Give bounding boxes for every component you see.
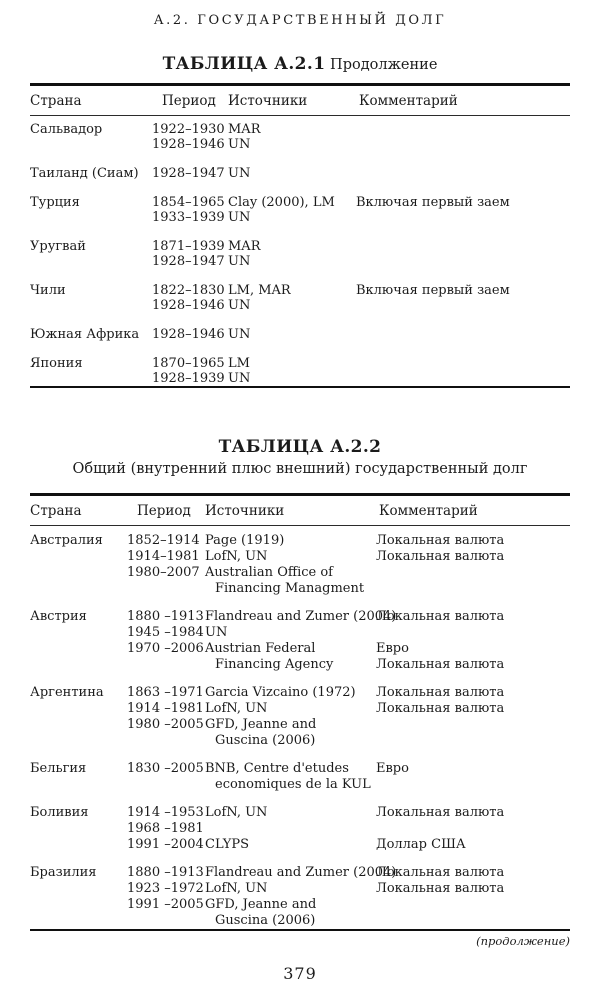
comment-cell bbox=[376, 533, 570, 549]
comment-cell bbox=[376, 865, 570, 881]
source-line: LofN, UN bbox=[205, 549, 268, 564]
source-line: MAR bbox=[228, 122, 261, 137]
table-row bbox=[30, 685, 570, 701]
source-line: UN bbox=[228, 210, 251, 225]
country-cell bbox=[30, 565, 127, 597]
country-group bbox=[30, 327, 570, 342]
comment-cell bbox=[356, 254, 570, 269]
comment-line: Локальная валюта bbox=[376, 533, 505, 548]
comment-cell bbox=[356, 210, 570, 225]
table-title-suffix: Продолжение bbox=[325, 57, 438, 73]
comment-cell bbox=[376, 609, 570, 625]
period-cell: 1871–1939 bbox=[152, 239, 225, 254]
source-cell bbox=[205, 821, 376, 837]
table-row bbox=[30, 565, 570, 597]
period-cell: 1945 –1984 bbox=[127, 625, 204, 640]
country-cell: Чили bbox=[30, 283, 66, 298]
source-line: LofN, UN bbox=[205, 805, 268, 820]
period-cell: 1830 –2005 bbox=[127, 761, 204, 776]
table-row bbox=[30, 881, 570, 897]
source-cell bbox=[205, 897, 376, 929]
table-title-bold: ТАБЛИЦА А.2.2 bbox=[218, 437, 382, 457]
table-row bbox=[30, 210, 570, 225]
table-row bbox=[30, 625, 570, 641]
source-cell bbox=[205, 625, 376, 641]
column-header-country: Страна bbox=[30, 503, 82, 519]
country-cell: Таиланд (Сиам) bbox=[30, 166, 139, 181]
source-cell bbox=[205, 685, 376, 701]
source-line: GFD, Jeanne and bbox=[205, 717, 317, 732]
country-group bbox=[30, 283, 570, 313]
comment-cell bbox=[356, 239, 570, 254]
period-cell: 1928–1946 bbox=[152, 327, 225, 342]
period-cell: 1852–1914 bbox=[127, 533, 200, 548]
country-cell: Боливия bbox=[30, 805, 89, 820]
comment-cell bbox=[356, 195, 570, 210]
table-row bbox=[30, 761, 570, 793]
source-line: LofN, UN bbox=[205, 701, 268, 716]
comment-cell bbox=[356, 356, 570, 371]
country-group bbox=[30, 609, 570, 673]
period-cell: 1968 –1981 bbox=[127, 821, 204, 836]
table-title-bold: ТАБЛИЦА А.2.1 bbox=[162, 54, 326, 74]
comment-cell bbox=[376, 641, 570, 673]
source-line: CLYPS bbox=[205, 837, 249, 852]
comment-cell bbox=[376, 881, 570, 897]
country-cell: Австрия bbox=[30, 609, 87, 624]
source-line: BNB, Centre d'etudes bbox=[205, 761, 349, 776]
comment-line: Доллар США bbox=[376, 837, 466, 852]
source-line: UN bbox=[228, 137, 251, 152]
source-cell bbox=[228, 356, 356, 371]
period-cell: 1928–1946 bbox=[152, 137, 225, 152]
source-cell bbox=[228, 254, 356, 269]
country-cell bbox=[30, 897, 127, 929]
period-cell: 1980 –2005 bbox=[127, 717, 204, 732]
country-cell bbox=[30, 549, 127, 565]
column-header-sources: Источники bbox=[205, 503, 285, 519]
country-group bbox=[30, 195, 570, 225]
comment-line: Локальная валюта bbox=[376, 609, 505, 624]
country-cell bbox=[30, 371, 152, 386]
continuation-note: (продолжение) bbox=[476, 934, 570, 948]
table-body bbox=[30, 526, 570, 929]
source-cell bbox=[228, 283, 356, 298]
table-title bbox=[0, 53, 600, 76]
period-cell: 1991 –2005 bbox=[127, 897, 204, 912]
country-group bbox=[30, 356, 570, 386]
source-line: Guscina (2006) bbox=[215, 913, 316, 928]
source-cell bbox=[205, 549, 376, 565]
column-header-comment: Комментарий bbox=[379, 503, 478, 519]
table-row bbox=[30, 254, 570, 269]
column-header-period: Период bbox=[137, 503, 191, 519]
country-cell bbox=[30, 821, 127, 837]
column-header-row bbox=[30, 496, 570, 525]
comment-line: Евро bbox=[376, 761, 409, 776]
country-cell: Бразилия bbox=[30, 865, 97, 880]
table-bottom-rule bbox=[30, 386, 570, 388]
period-cell: 1863 –1971 bbox=[127, 685, 204, 700]
source-cell bbox=[228, 298, 356, 313]
table-subtitle: Общий (внутренний плюс внешний) государственный долг bbox=[72, 461, 528, 477]
table-row bbox=[30, 137, 570, 152]
comment-cell bbox=[376, 837, 570, 853]
period-cell: 1854–1965 bbox=[152, 195, 225, 210]
comment-line: Евро bbox=[376, 641, 409, 656]
source-line: UN bbox=[228, 371, 251, 386]
table-title bbox=[0, 436, 600, 458]
comment-cell bbox=[376, 821, 570, 837]
country-group bbox=[30, 122, 570, 152]
table-row bbox=[30, 805, 570, 821]
source-line: Financing Agency bbox=[215, 657, 334, 672]
country-cell bbox=[30, 837, 127, 853]
country-group bbox=[30, 166, 570, 181]
source-cell bbox=[228, 122, 356, 137]
source-line: Flandreau and Zumer (2004) bbox=[205, 609, 397, 624]
source-line: LM, MAR bbox=[228, 283, 291, 298]
country-cell bbox=[30, 701, 127, 717]
comment-cell bbox=[376, 549, 570, 565]
table-row bbox=[30, 122, 570, 137]
comment-line: Локальная валюта bbox=[376, 865, 505, 880]
comment-line: Включая первый заем bbox=[356, 283, 510, 298]
period-cell: 1928–1947 bbox=[152, 166, 225, 181]
period-cell: 1928–1947 bbox=[152, 254, 225, 269]
column-header-country: Страна bbox=[30, 93, 82, 109]
period-cell: 1980–2007 bbox=[127, 565, 200, 580]
tables-container bbox=[0, 53, 600, 931]
source-line: Clay (2000), LM bbox=[228, 195, 335, 210]
source-cell bbox=[228, 371, 356, 386]
source-line: UN bbox=[205, 625, 228, 640]
country-cell bbox=[30, 298, 152, 313]
comment-line: Локальная валюта bbox=[376, 701, 505, 716]
table-row bbox=[30, 298, 570, 313]
source-cell bbox=[228, 239, 356, 254]
comment-cell bbox=[356, 283, 570, 298]
comment-line: Локальная валюта bbox=[376, 549, 505, 564]
source-line: UN bbox=[228, 254, 251, 269]
table bbox=[30, 493, 570, 931]
source-cell bbox=[205, 533, 376, 549]
comment-line: Включая первый заем bbox=[356, 195, 510, 210]
period-cell: 1880 –1913 bbox=[127, 609, 204, 624]
country-group bbox=[30, 865, 570, 929]
source-line: LofN, UN bbox=[205, 881, 268, 896]
comment-cell bbox=[356, 327, 570, 342]
comment-cell bbox=[376, 701, 570, 717]
comment-line: Локальная валюта bbox=[376, 805, 505, 820]
source-cell bbox=[205, 865, 397, 881]
source-cell bbox=[205, 805, 376, 821]
comment-cell bbox=[356, 298, 570, 313]
source-line: UN bbox=[228, 166, 251, 181]
table-row bbox=[30, 837, 570, 853]
table-row bbox=[30, 641, 570, 673]
table-row bbox=[30, 356, 570, 371]
table-row bbox=[30, 239, 570, 254]
country-cell bbox=[30, 137, 152, 152]
table-row bbox=[30, 533, 570, 549]
source-line: Financing Managment bbox=[215, 581, 365, 596]
comment-cell bbox=[376, 805, 570, 821]
period-cell: 1928–1946 bbox=[152, 298, 225, 313]
period-cell: 1870–1965 bbox=[152, 356, 225, 371]
source-cell bbox=[228, 166, 356, 181]
period-cell: 1914–1981 bbox=[127, 549, 200, 564]
comment-line: Локальная валюта bbox=[376, 685, 505, 700]
country-group bbox=[30, 805, 570, 853]
table-row bbox=[30, 701, 570, 717]
country-cell bbox=[30, 881, 127, 897]
source-cell bbox=[205, 641, 376, 673]
table-row bbox=[30, 865, 570, 881]
country-cell: Сальвадор bbox=[30, 122, 103, 137]
source-cell bbox=[228, 195, 356, 210]
comment-cell bbox=[376, 761, 570, 793]
source-line: Flandreau and Zumer (2004) bbox=[205, 865, 397, 880]
comment-line: Локальная валюта bbox=[376, 881, 505, 896]
table-bottom-rule bbox=[30, 929, 570, 931]
country-cell: Уругвай bbox=[30, 239, 86, 254]
comment-cell bbox=[376, 685, 570, 701]
table-row bbox=[30, 371, 570, 386]
country-cell: Аргентина bbox=[30, 685, 104, 700]
period-cell: 1928–1939 bbox=[152, 371, 225, 386]
table-row bbox=[30, 717, 570, 749]
comment-line: Локальная валюта bbox=[376, 657, 505, 672]
table-row bbox=[30, 327, 570, 342]
table-row bbox=[30, 195, 570, 210]
comment-cell bbox=[356, 371, 570, 386]
column-header-comment: Комментарий bbox=[359, 93, 458, 109]
table-row bbox=[30, 821, 570, 837]
table-row bbox=[30, 609, 570, 625]
table-section-2 bbox=[0, 436, 600, 931]
country-cell: Южная Африка bbox=[30, 327, 140, 342]
country-cell: Турция bbox=[30, 195, 80, 210]
country-group bbox=[30, 685, 570, 749]
country-cell bbox=[30, 717, 127, 749]
source-cell bbox=[205, 717, 376, 749]
table-section-1 bbox=[0, 53, 600, 388]
country-cell: Бельгия bbox=[30, 761, 87, 776]
source-line: Page (1919) bbox=[205, 533, 285, 548]
comment-cell bbox=[376, 565, 570, 597]
period-cell: 1914 –1981 bbox=[127, 701, 204, 716]
source-cell bbox=[205, 565, 376, 597]
country-cell: Япония bbox=[30, 356, 83, 371]
table-row bbox=[30, 166, 570, 181]
source-cell bbox=[205, 881, 376, 897]
period-cell: 1923 –1972 bbox=[127, 881, 204, 896]
source-line: Garcia Vizcaino (1972) bbox=[205, 685, 356, 700]
country-group bbox=[30, 239, 570, 269]
source-line: UN bbox=[228, 298, 251, 313]
comment-cell bbox=[376, 897, 570, 929]
country-cell bbox=[30, 254, 152, 269]
comment-cell bbox=[356, 166, 570, 181]
page-number: 379 bbox=[283, 964, 317, 983]
source-cell bbox=[228, 327, 356, 342]
period-cell: 1991 –2004 bbox=[127, 837, 204, 852]
source-cell bbox=[205, 761, 376, 793]
table bbox=[30, 83, 570, 388]
comment-cell bbox=[356, 122, 570, 137]
source-line: Guscina (2006) bbox=[215, 733, 316, 748]
column-header-sources: Источники bbox=[228, 93, 308, 109]
column-header-period: Период bbox=[162, 93, 216, 109]
country-cell bbox=[30, 625, 127, 641]
source-line: economiques de la KUL bbox=[215, 777, 371, 792]
period-cell: 1880 –1913 bbox=[127, 865, 204, 880]
source-cell bbox=[205, 701, 376, 717]
source-cell bbox=[228, 137, 356, 152]
source-cell bbox=[228, 210, 356, 225]
country-cell bbox=[30, 210, 152, 225]
comment-cell bbox=[376, 625, 570, 641]
period-cell: 1914 –1953 bbox=[127, 805, 204, 820]
source-line: UN bbox=[228, 327, 251, 342]
source-cell bbox=[205, 837, 376, 853]
table-row bbox=[30, 549, 570, 565]
column-header-row bbox=[30, 86, 570, 115]
table-row bbox=[30, 897, 570, 929]
country-group bbox=[30, 533, 570, 597]
period-cell: 1933–1939 bbox=[152, 210, 225, 225]
source-line: GFD, Jeanne and bbox=[205, 897, 317, 912]
comment-cell bbox=[376, 717, 570, 749]
period-cell: 1922–1930 bbox=[152, 122, 225, 137]
country-cell bbox=[30, 641, 127, 673]
table-row bbox=[30, 283, 570, 298]
running-header: А.2. ГОСУДАРСТВЕННЫЙ ДОЛГ bbox=[153, 13, 447, 28]
country-cell: Австралия bbox=[30, 533, 103, 548]
table-body bbox=[30, 116, 570, 386]
source-line: Australian Office of bbox=[205, 565, 333, 580]
comment-cell bbox=[356, 137, 570, 152]
source-line: MAR bbox=[228, 239, 261, 254]
source-line: Austrian Federal bbox=[205, 641, 316, 656]
source-line: LM bbox=[228, 356, 250, 371]
period-cell: 1822–1830 bbox=[152, 283, 225, 298]
period-cell: 1970 –2006 bbox=[127, 641, 204, 656]
source-cell bbox=[205, 609, 397, 625]
country-group bbox=[30, 761, 570, 793]
